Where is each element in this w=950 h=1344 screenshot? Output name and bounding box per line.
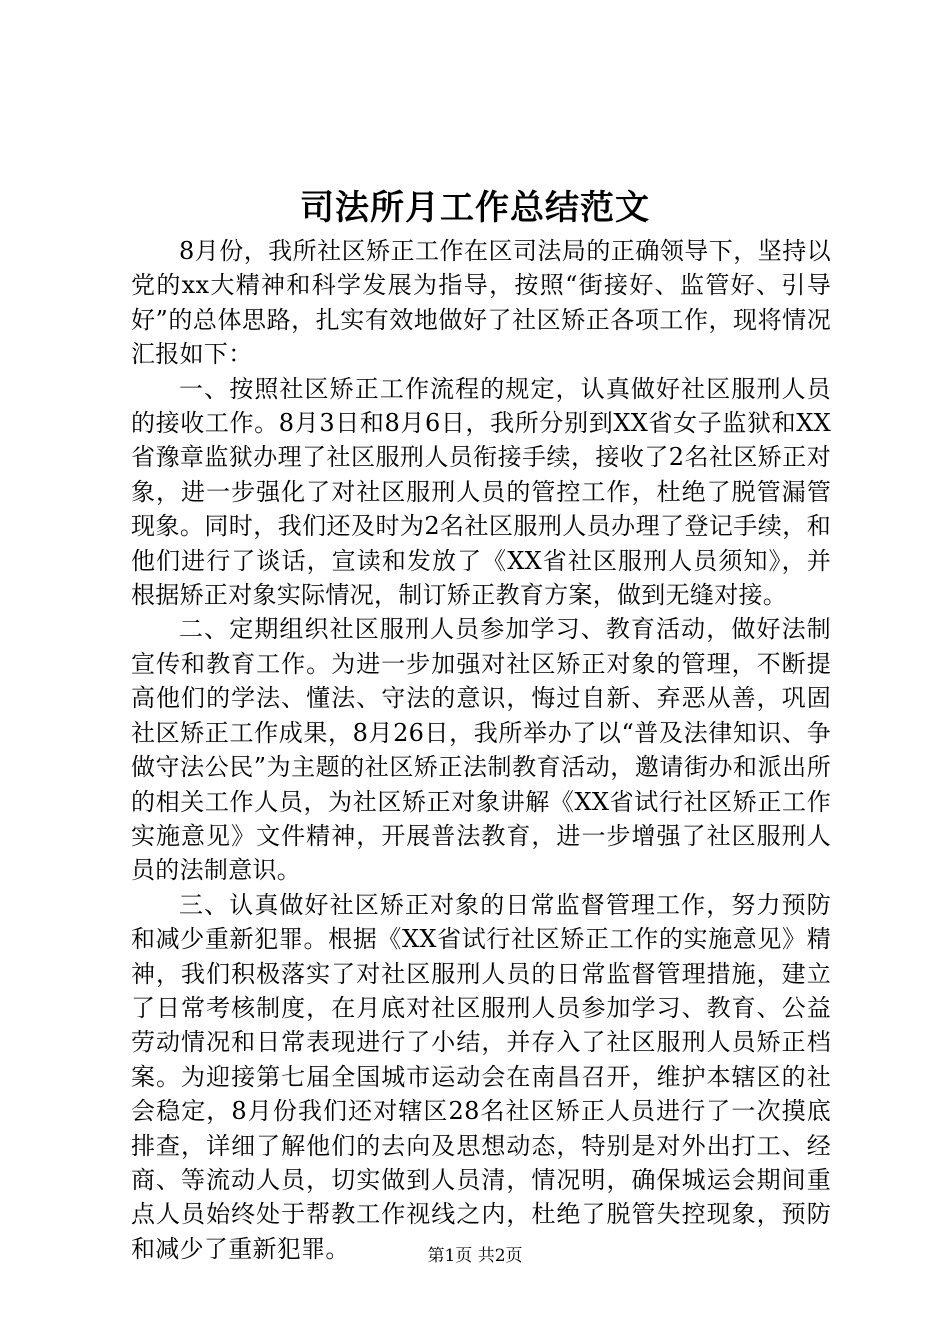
paragraph-section-1: 一、按照社区矫正工作流程的规定，认真做好社区服刑人员的接收工作。8月3日和8月6日，我所分别到XX省女子监狱和XX省豫章监狱办理了社区服刑人员衔接手续，接收了2名社区矫正对象，进一步强化了对社区服刑人员的管控工作，杜绝了脱管漏管现象。同时，我们还及时为2名社区服刑人员办理了登记手续，和他们进行了谈话，宣读和发放了《XX省社区服刑人员须知》，并根据矫正对象实际情况，制订矫正教育方案，做到无缝对接。	[131, 374, 831, 610]
page-number-footer: 第1页 共2页	[427, 1246, 523, 1266]
paragraph-section-3: 三、认真做好社区矫正对象的日常监督管理工作，努力预防和减少重新犯罪。根据《XX省试行社区矫正工作的实施意见》精神，我们积极落实了对社区服刑人员的日常监督管理措施，建立了日常考核制度，在月底对社区服刑人员参加学习、教育、公益劳动情况和日常表现进行了小结，并存入了社区服刑人员矫正档案。为迎接第七届全国城市运动会在南昌召开，维护本辖区的社会稳定，8月份我们还对辖区28名社区矫正人员进行了一次摸底排查，详细了解他们的去向及思想动态，特别是对外出打工、经商、等流动人员，切实做到人员清，情况明，确保城运会期间重点人员始终处于帮教工作视线之内，杜绝了脱管失控现象，预防和减少了重新犯罪。	[131, 890, 831, 1263]
paragraph-section-2: 二、定期组织社区服刑人员参加学习、教育活动，做好法制宣传和教育工作。为进一步加强对社区矫正对象的管理，不断提高他们的学法、懂法、守法的意识，悔过自新、弃恶从善，巩固社区矫正工作成果，8月26日，我所举办了以“普及法律知识、争做守法公民”为主题的社区矫正法制教育活动，邀请街办和派出所的相关工作人员，为社区矫正对象讲解《XX省试行社区矫正工作实施意见》文件精神，开展普法教育，进一步增强了社区服刑人员的法制意识。	[131, 615, 831, 885]
paragraph-intro: 8月份，我所社区矫正工作在区司法局的正确领导下，坚持以党的xx大精神和科学发展为指导，按照“街接好、监管好、引导好”的总体思路，扎实有效地做好了社区矫正各项工作，现将情况汇报如下：	[131, 237, 831, 369]
document-body	[131, 234, 831, 1266]
document-title: 司法所月工作总结范文	[300, 188, 650, 228]
